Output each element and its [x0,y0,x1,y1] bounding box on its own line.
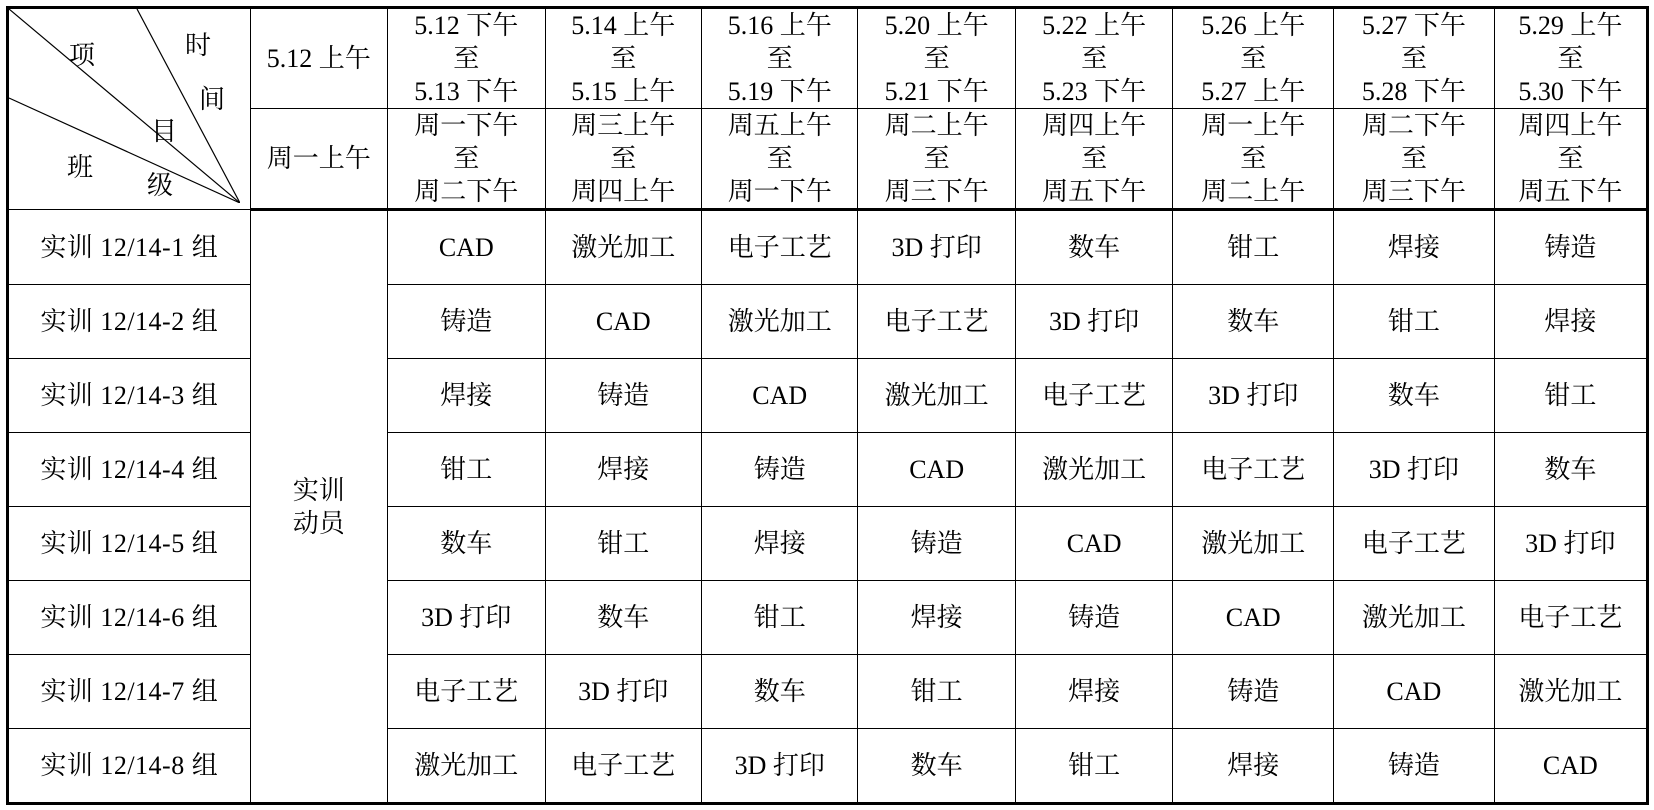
period-date-cell-line: 5.12 下午 [414,11,519,40]
period-date-cell-line: 5.29 上午 [1518,11,1623,40]
period-date-cell-line: 5.23 下午 [1042,77,1147,106]
activity-cell: 激光加工 [701,285,857,359]
activity-cell: 钳工 [858,655,1015,729]
activity-cell: 铸造 [858,507,1015,581]
activity-cell: 数车 [1494,433,1647,507]
period-weekday-cell-line: 周三下午 [1361,177,1466,206]
activity-cell: 数车 [545,581,701,655]
period-date-cell-line: 5.27 下午 [1361,11,1466,40]
period-date-cell-line: 5.28 下午 [1361,77,1466,106]
period-weekday-cell-line: 周五上午 [727,111,832,140]
corner-label-shi: 时 [185,31,212,60]
period-weekday-cell-line: 周五下午 [1042,177,1147,206]
activity-cell: 焊接 [701,507,857,581]
period-weekday-cell [1173,109,1334,210]
period-weekday-cell-line: 至 [766,144,793,173]
group-label-cell: 实训 12/14-4 组 [8,433,251,507]
corner-label-mu: 目 [151,117,178,146]
activity-cell: CAD [701,359,857,433]
period-date-cell-line: 至 [610,44,637,73]
period-date-cell-line: 至 [923,44,950,73]
activity-cell: 3D 打印 [1334,433,1495,507]
period-weekday-cell-line: 周四上午 [1518,111,1623,140]
activity-cell: 3D 打印 [701,729,857,804]
period-weekday-cell-line: 周二下午 [1361,111,1466,140]
activity-cell: 铸造 [1334,729,1495,804]
activity-cell: 数车 [1173,285,1334,359]
group-label-cell: 实训 12/14-5 组 [8,507,251,581]
period-weekday-cell-line: 至 [1557,144,1584,173]
period-date-cell [1015,8,1172,109]
mobilization-cell [250,210,388,804]
period-date-cell [858,8,1015,109]
period-weekday-cell-line: 周三上午 [571,111,676,140]
period-weekday-cell-line: 周二下午 [414,177,519,206]
table-row [8,210,1648,285]
activity-cell: 钳工 [1173,210,1334,285]
period-date-cell-line: 至 [453,44,480,73]
period-date-cell [545,8,701,109]
activity-cell: 数车 [701,655,857,729]
activity-cell: 焊接 [1494,285,1647,359]
activity-cell: CAD [1015,507,1172,581]
activity-cell: 钳工 [1494,359,1647,433]
activity-cell: CAD [1494,729,1647,804]
activity-cell: 数车 [1334,359,1495,433]
activity-cell: 焊接 [858,581,1015,655]
activity-cell: 焊接 [1334,210,1495,285]
period-date-cell [701,8,857,109]
corner-label-xiang: 项 [69,41,96,70]
corner-label-ji: 级 [147,171,174,200]
period-weekday-cell-line: 周一下午 [414,111,519,140]
mobilization-line: 动员 [292,508,345,538]
activity-cell: 3D 打印 [388,581,545,655]
period-weekday-cell-line: 周四上午 [1042,111,1147,140]
activity-cell: 焊接 [1015,655,1172,729]
period-weekday-cell-line: 至 [1081,144,1108,173]
group-label-cell: 实训 12/14-1 组 [8,210,251,285]
period-date-cell-line: 至 [1400,44,1427,73]
period-date-cell-line: 5.26 上午 [1201,11,1306,40]
period-date-cell [388,8,545,109]
period-date-cell-line: 5.13 下午 [414,77,519,106]
period-date-cell [1173,8,1334,109]
period-weekday-cell-line: 周二上午 [884,111,989,140]
activity-cell: 3D 打印 [545,655,701,729]
activity-cell: 电子工艺 [701,210,857,285]
period-date-cell-line: 至 [1557,44,1584,73]
period-weekday-cell-line: 至 [1400,144,1427,173]
activity-cell: 铸造 [545,359,701,433]
activity-cell: CAD [1173,581,1334,655]
period-weekday-cell [388,109,545,210]
period-weekday-cell-line: 周三下午 [884,177,989,206]
activity-cell: 激光加工 [1015,433,1172,507]
activity-cell: 电子工艺 [545,729,701,804]
period-weekday-cell [858,109,1015,210]
activity-cell: 电子工艺 [1334,507,1495,581]
activity-cell: 电子工艺 [1173,433,1334,507]
activity-cell: 焊接 [388,359,545,433]
activity-cell: 电子工艺 [388,655,545,729]
period-date-cell [1494,8,1647,109]
activity-cell: 铸造 [1494,210,1647,285]
period-weekday-cell-line: 至 [923,144,950,173]
activity-cell: 激光加工 [858,359,1015,433]
period-date-cell-line: 5.30 下午 [1518,77,1623,106]
activity-cell: 钳工 [701,581,857,655]
activity-cell: CAD [1334,655,1495,729]
group-label-cell: 实训 12/14-8 组 [8,729,251,804]
activity-cell: 3D 打印 [1173,359,1334,433]
period-weekday-cell [1334,109,1495,210]
period-date-cell-line: 5.22 上午 [1042,11,1147,40]
activity-cell: 数车 [388,507,545,581]
activity-cell: CAD [388,210,545,285]
period-date-cell-line: 5.16 上午 [727,11,832,40]
corner-label-ban: 班 [67,153,94,182]
activity-cell: 电子工艺 [858,285,1015,359]
period-weekday-cell-line: 周四上午 [571,177,676,206]
period-date-cell-line: 至 [1240,44,1267,73]
group-label-cell: 实训 12/14-6 组 [8,581,251,655]
group-label-cell: 实训 12/14-3 组 [8,359,251,433]
period-date-cell-line: 5.21 下午 [884,77,989,106]
activity-cell: 铸造 [1173,655,1334,729]
period-weekday-cell [1494,109,1647,210]
activity-cell: 激光加工 [545,210,701,285]
period-date-cell-line: 5.14 上午 [571,11,676,40]
period-date-cell-line: 至 [1081,44,1108,73]
first-date-cell: 5.12 上午 [250,8,388,109]
activity-cell: 数车 [1015,210,1172,285]
period-weekday-cell-line: 至 [1240,144,1267,173]
schedule-table [6,6,1649,805]
period-weekday-cell [701,109,857,210]
activity-cell: 激光加工 [1173,507,1334,581]
period-weekday-cell-line: 周二上午 [1201,177,1306,206]
activity-cell: 钳工 [1334,285,1495,359]
activity-cell: 电子工艺 [1015,359,1172,433]
activity-cell: 3D 打印 [1494,507,1647,581]
period-date-cell-line: 5.15 上午 [571,77,676,106]
activity-cell: 钳工 [545,507,701,581]
period-weekday-cell-line: 至 [610,144,637,173]
activity-cell: 3D 打印 [1015,285,1172,359]
activity-cell: CAD [858,433,1015,507]
activity-cell: 激光加工 [1334,581,1495,655]
period-date-cell-line: 5.20 上午 [884,11,989,40]
period-date-cell-line: 5.19 下午 [727,77,832,106]
period-weekday-cell [1015,109,1172,210]
mobilization-line: 实训 [292,475,345,505]
period-date-cell-line: 至 [766,44,793,73]
activity-cell: 钳工 [1015,729,1172,804]
activity-cell: 数车 [858,729,1015,804]
period-weekday-cell [545,109,701,210]
period-date-cell-line: 5.27 上午 [1201,77,1306,106]
activity-cell: 铸造 [388,285,545,359]
activity-cell: 激光加工 [388,729,545,804]
activity-cell: CAD [545,285,701,359]
group-label-cell: 实训 12/14-2 组 [8,285,251,359]
activity-cell: 铸造 [1015,581,1172,655]
group-label-cell: 实训 12/14-7 组 [8,655,251,729]
corner-label-jian: 间 [199,85,226,114]
activity-cell: 焊接 [1173,729,1334,804]
activity-cell: 电子工艺 [1494,581,1647,655]
period-weekday-cell-line: 周一下午 [727,177,832,206]
period-weekday-cell-line: 周五下午 [1518,177,1623,206]
period-weekday-cell-line: 至 [453,144,480,173]
period-weekday-cell-line: 周一上午 [1201,111,1306,140]
activity-cell: 3D 打印 [858,210,1015,285]
activity-cell: 铸造 [701,433,857,507]
activity-cell: 焊接 [545,433,701,507]
activity-cell: 激光加工 [1494,655,1647,729]
corner-header-cell [8,8,251,210]
period-date-cell [1334,8,1495,109]
first-weekday-cell: 周一上午 [250,109,388,210]
activity-cell: 钳工 [388,433,545,507]
